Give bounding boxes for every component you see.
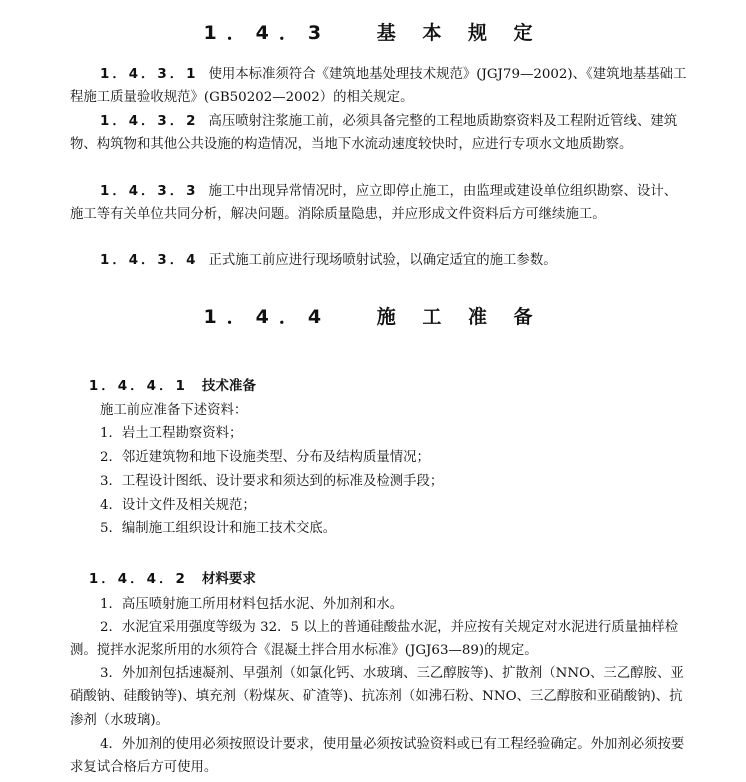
clause-text: 施工中出现异常情况时，应立即停止施工，由监理或建设单位组织勘察、设计、施工等有关单位共同分析，解决问题。消除质量隐患，并应形成文件资料后方可继续施工。 <box>70 184 678 223</box>
list-item: 2．邻近建筑物和地下设施类型、分布及结构质量情况； <box>100 450 430 465</box>
list-item: 4．设计文件及相关规范； <box>100 498 256 513</box>
clause-1-4-3-1 <box>70 63 690 110</box>
clause-text: 使用本标准须符合《建筑地基处理技术规范》(JGJ79—2002)、《建筑地基基础工程施工质量验收规范》(GB50202—2002）的相关规定。 <box>70 67 687 106</box>
clause-number: 1．4．3．4 <box>100 253 199 268</box>
list-item: 1．岩土工程勘察资料； <box>100 426 243 441</box>
clause-number: 1．4．3．3 <box>100 184 199 199</box>
list-item: 5．编制施工组织设计和施工技术交底。 <box>100 521 337 536</box>
clause-text: 高压喷射注浆施工前，必须具备完整的工程地质勘察资料及工程附近管线、建筑物、构筑物和其他公共设施的构造情况，当地下水流动速度较快时，应进行专项水文地质勘察。 <box>70 114 678 153</box>
material-item: 1．高压喷射施工所用材料包括水泥、外加剂和水。 <box>100 597 404 612</box>
list-intro: 施工前应准备下述资料： <box>100 403 248 418</box>
clause-text: 正式施工前应进行现场喷射试验，以确定适宜的施工参数。 <box>208 253 557 268</box>
clause-number: 1．4．3．1 <box>100 67 199 82</box>
material-item: 2．水泥宜采用强度等级为 32．5 以上的普通硅酸盐水泥，并应按有关规定对水泥进行质量抽样检测。搅拌水泥浆所用的水须符合《混凝土拌合用水标准》(JGJ63—89)的规定。 <box>70 620 679 659</box>
section-title-construction-preparation: 1．4．4 施 工 准 备 <box>203 306 543 328</box>
clause-1-4-3-2 <box>70 110 690 157</box>
subsection-label: 材料要求 <box>201 571 256 587</box>
section-title-basic-rules: 1．4．3 基 本 规 定 <box>203 22 543 44</box>
material-item: 4．外加剂的使用必须按照设计要求，使用量必须按试验资料或已有工程经验确定。外加剂必须按要求复试合格后方可使用。 <box>70 737 685 776</box>
clause-number: 1．4．3．2 <box>100 114 199 129</box>
list-item: 3．工程设计图纸、设计要求和须达到的标准及检测手段； <box>100 474 444 489</box>
clause-1-4-3-4 <box>70 249 690 272</box>
subsection-number: 1．4．4．2 <box>88 571 188 587</box>
subsection-label: 技术准备 <box>201 378 256 394</box>
subsection-number: 1．4．4．1 <box>88 378 188 394</box>
material-item: 3．外加剂包括速凝剂、早强剂（如氯化钙、水玻璃、三乙醇胺等)、扩散剂（NNO、三乙醇胺、亚硝酸钠、硅酸钠等)、填充剂（粉煤灰、矿渣等)、抗冻剂（如沸石粉、NNO、三乙醇胺和亚硝酸钠)、抗渗剂（水玻璃)。 <box>70 666 684 728</box>
clause-1-4-3-3 <box>70 180 690 227</box>
